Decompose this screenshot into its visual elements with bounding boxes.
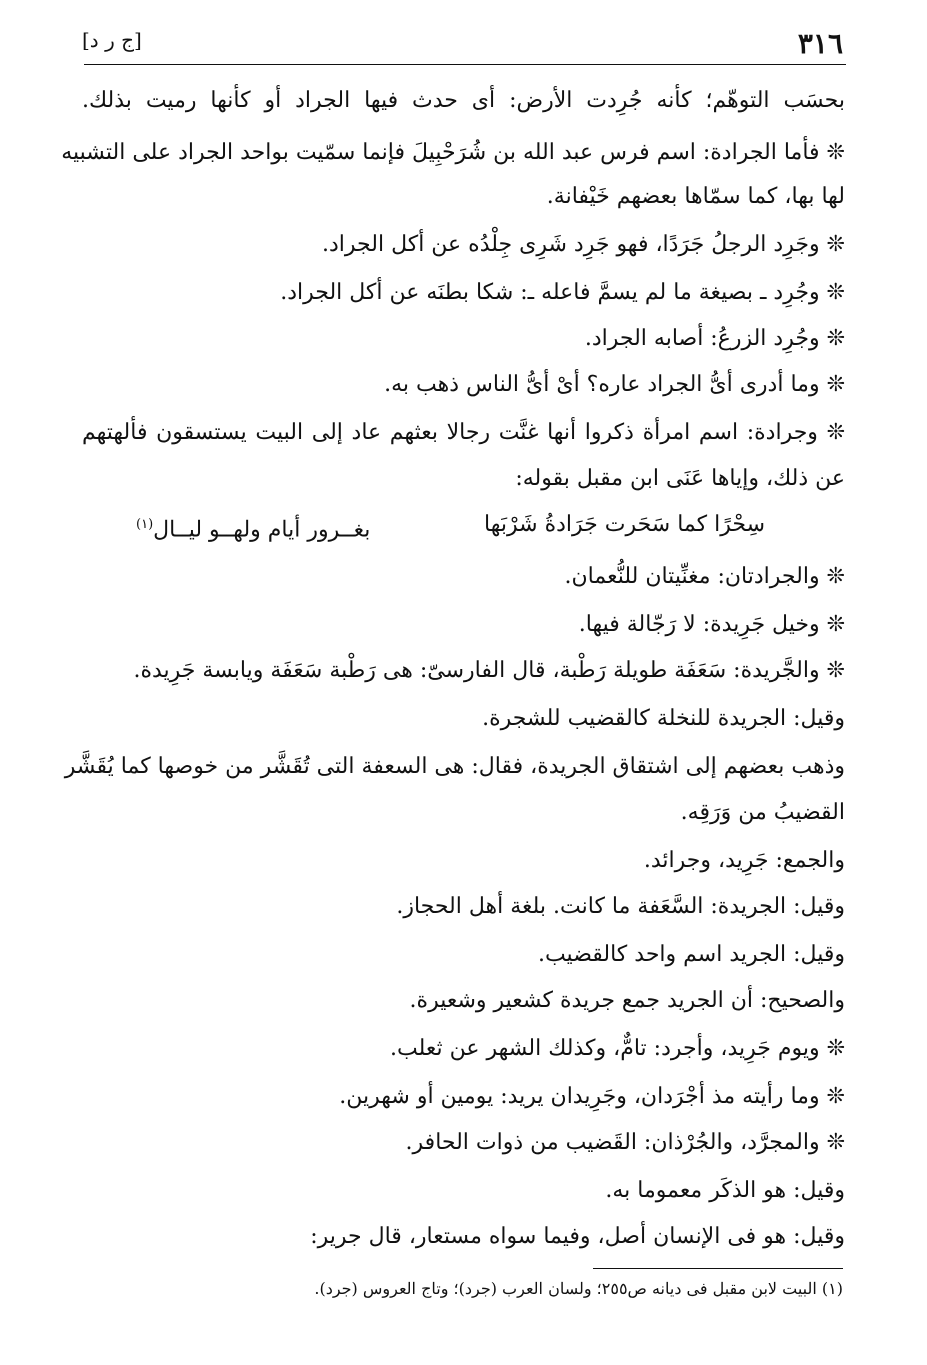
text-line: ❊ فأما الجرادة: اسم فرس عبد الله بن شُرَحْبِيلَ فإنما سمّيت بواحد الجراد على التشبيه bbox=[61, 140, 845, 165]
text-line: ❊ وجُرِد ـ بصيغة ما لم يسمَّ فاعله ـ: شكا بطنَه عن أكل الجراد. bbox=[280, 280, 845, 305]
text-line: ❊ وخيل جَرِيدة: لا رَجّالة فيها. bbox=[578, 612, 845, 637]
text-line: ❊ وما أدرى أىُّ الجراد عاره؟ أىْ أىُّ الناس ذهب به. bbox=[384, 372, 845, 397]
text-line: ❊ ويوم جَرِيد، وأجرد: تامٌّ، وكذلك الشهر عن ثعلب. bbox=[390, 1036, 845, 1061]
text-line: ❊ والجرادتان: مغنِّيتان للنُّعمان. bbox=[564, 564, 845, 589]
text-line: بحسَب التوهّم؛ كأنه جُرِدت الأرض: أى حدث فيها الجراد أو كأنها رميت بذلك. bbox=[82, 88, 845, 113]
footnote-rule bbox=[593, 1268, 843, 1269]
text-line: وقيل: الجريدة للنخلة كالقضيب للشجرة. bbox=[482, 706, 845, 731]
verse-first-hemistich: سِحْرًا كما سَحَرت جَرَادةُ شَرْبَها bbox=[484, 512, 765, 537]
text-line: ❊ وجُرِد الزرعُ: أصابه الجراد. bbox=[584, 326, 845, 351]
header-rule bbox=[84, 64, 846, 65]
footnote: (١) البيت لابن مقبل فى ديانه ص٢٥٥؛ ولسان العرب (جرد)؛ وتاج العروس (جرد). bbox=[314, 1279, 843, 1298]
page-number: ٣١٦ bbox=[797, 27, 843, 60]
verse-second-hemistich bbox=[136, 510, 370, 545]
text-line: ❊ وجَرِد الرجلُ جَرَدًا، فهو جَرِد شَرِى جِلْدُه عن أكل الجراد. bbox=[322, 232, 845, 257]
text-line: وقيل: الجريدة: السَّعَفة ما كانت. بلغة أهل الحجاز. bbox=[396, 894, 845, 919]
text-line: وقيل: الجريد اسم واحد كالقضيب. bbox=[537, 942, 845, 967]
text-line: وذهب بعضهم إلى اشتقاق الجريدة، فقال: هى السعفة التى تُقَشَّر من خوصها كما يُقَشَّر bbox=[64, 754, 845, 779]
text-line: وقيل: هو الذكَر معموما به. bbox=[605, 1178, 845, 1203]
text-line: ❊ والمجرَّد، والجُرْذان: القَضيب من ذوات الحافر. bbox=[405, 1130, 845, 1155]
text-line: ❊ وما رأيته مذ أجْرَدان، وجَرِيدان يريد: يومين أو شهرين. bbox=[339, 1084, 845, 1109]
text-line: عن ذلك، وإياها عَنَى ابن مقبل بقوله: bbox=[515, 466, 845, 491]
text-line: لها بها، كما سمّاها بعضهم خَيْفانة. bbox=[546, 184, 845, 209]
footnote-marker: (١) bbox=[136, 517, 154, 532]
text-line: القضيبُ من وَرَقِه. bbox=[680, 800, 845, 825]
root-header: [ج ر د] bbox=[82, 28, 142, 52]
text-line: والجمع: جَرِيد، وجرائد. bbox=[643, 848, 845, 873]
text-line: والصحيح: أن الجريد جمع جريدة كشعير وشعيرة. bbox=[409, 988, 845, 1013]
text-line: ❊ والجَّريدة: سَعَفَة طويلة رَطْبة، قال الفارسىّ: هى رَطْبة سَعَفَة ويابسة جَرِيدة. bbox=[133, 658, 845, 683]
text-line: ❊ وجرادة: اسم امرأة ذكروا أنها غنَّت رجالا بعثهم عاد إلى البيت يستسقون فألهتهم bbox=[82, 420, 845, 445]
verse-second-text: بغــرور أيام ولهــو ليــال bbox=[153, 517, 371, 543]
text-line: وقيل: هو فى الإنسان أصل، وفيما سواه مستعار، قال جرير: bbox=[310, 1224, 845, 1249]
